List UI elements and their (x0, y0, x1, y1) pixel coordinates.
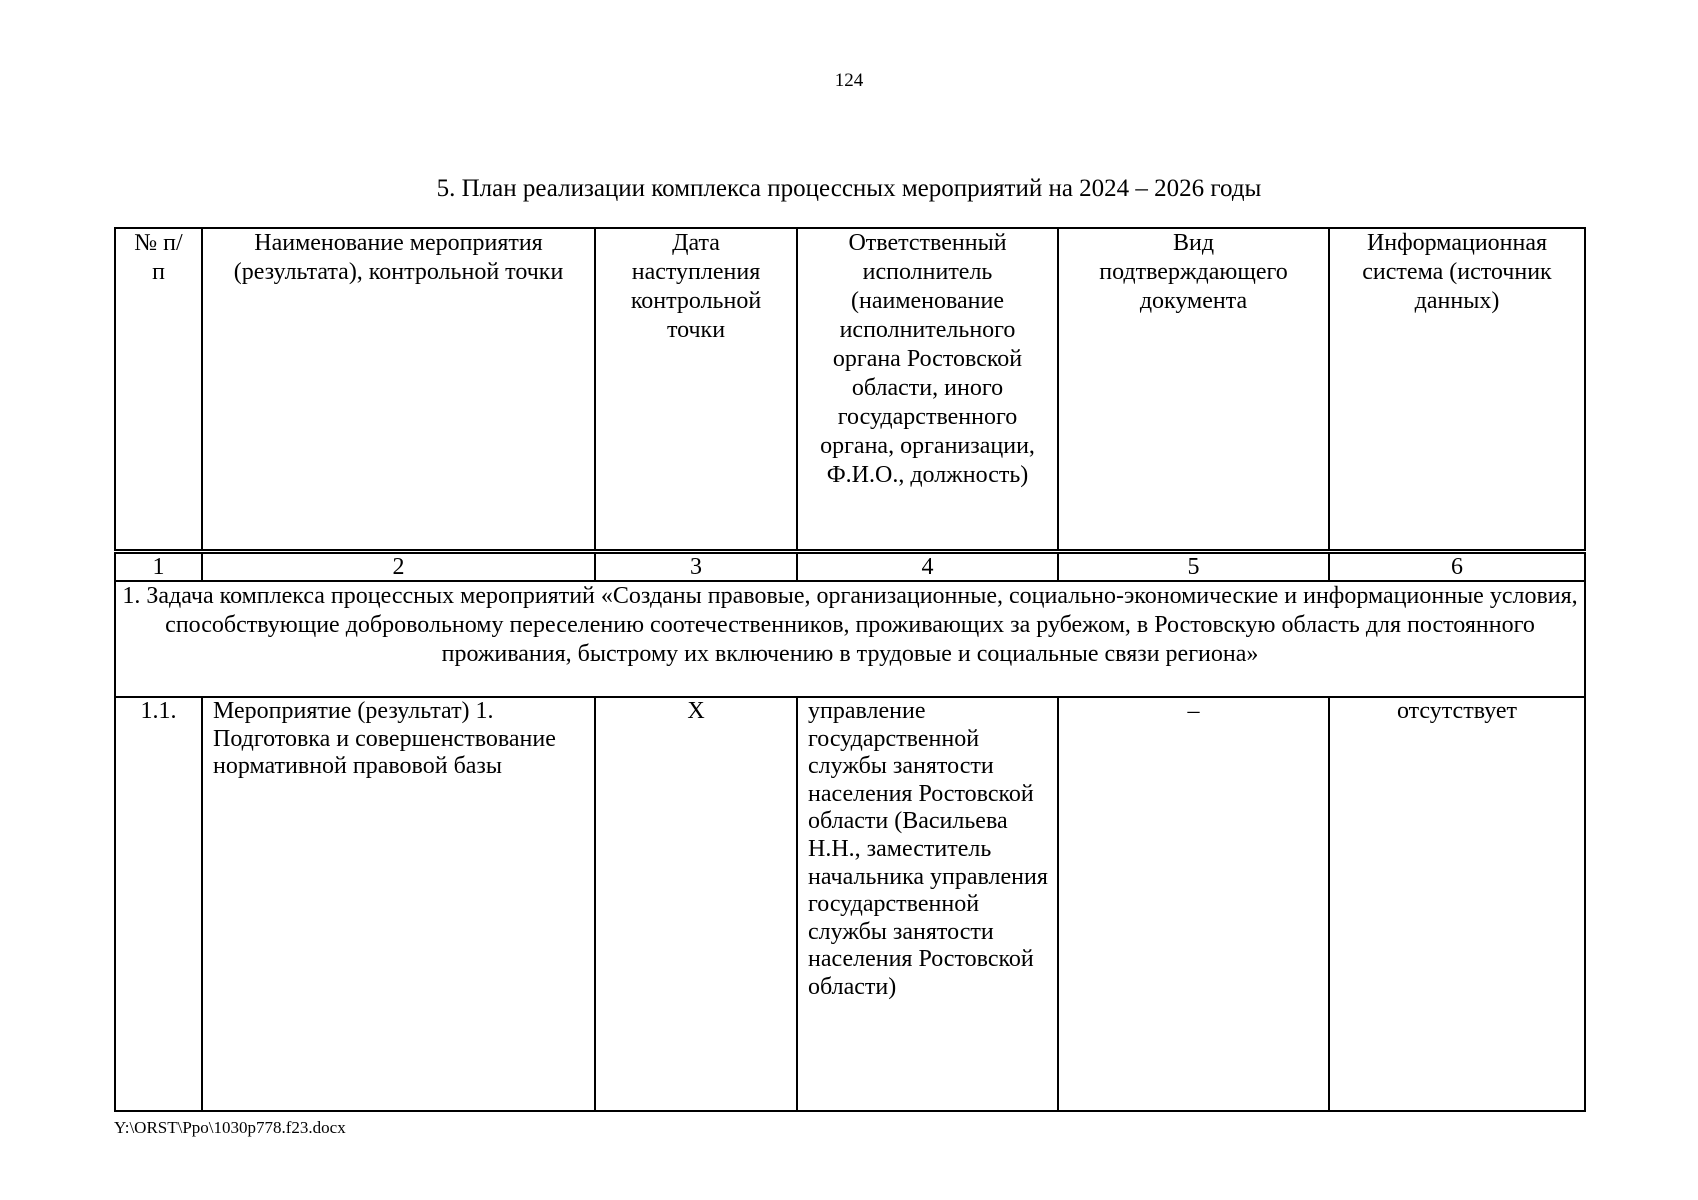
table-row (115, 697, 1585, 1111)
task-description: 1. Задача комплекса процессных мероприятий «Созданы правовые, организационные, социально-экономические и информационные условия, способствующие добровольному переселению соотечественников, проживающих за рубежом, в Ростовскую область для постоянного проживания, быстрому их включению в трудовые и социальные связи региона» (115, 581, 1585, 697)
row-number: 1.1. (115, 697, 202, 1111)
column-number: 5 (1058, 552, 1329, 582)
information-system: отсутствует (1329, 697, 1585, 1111)
file-path-footer: Y:\ORST\Ppo\1030p778.f23.docx (114, 1118, 346, 1137)
header-date: Дата наступления контрольной точки (595, 228, 797, 552)
header-row (115, 228, 1585, 552)
plan-table (114, 227, 1586, 1112)
activity-name: Мероприятие (результат) 1. Подготовка и совершенствование нормативной правовой базы (202, 697, 595, 1111)
page-number: 124 (834, 70, 864, 91)
column-number: 2 (202, 552, 595, 582)
header-num: № п/п (115, 228, 202, 552)
column-number: 1 (115, 552, 202, 582)
header-system: Информационная система (источник данных) (1329, 228, 1585, 552)
header-name: Наименование мероприятия (результата), контрольной точки (202, 228, 595, 552)
column-number: 4 (797, 552, 1058, 582)
task-row (115, 581, 1585, 697)
column-number: 3 (595, 552, 797, 582)
header-executor: Ответственный исполнитель (наименование исполнительного органа Ростовской области, иного государственного органа, организации, Ф.И.О., должность) (797, 228, 1058, 552)
column-number: 6 (1329, 552, 1585, 582)
column-numbering-row (115, 552, 1585, 582)
responsible-executor: управление государственной службы занятости населения Ростовской области (Васильева Н.Н., заместитель начальника управления государственной службы занятости населения Ростовской области) (797, 697, 1058, 1111)
control-date: Х (595, 697, 797, 1111)
section-title: 5. План реализации комплекса процессных мероприятий на 2024 – 2026 годы (436, 175, 1262, 202)
confirming-document: – (1058, 697, 1329, 1111)
header-document: Вид подтверждающего документа (1058, 228, 1329, 552)
